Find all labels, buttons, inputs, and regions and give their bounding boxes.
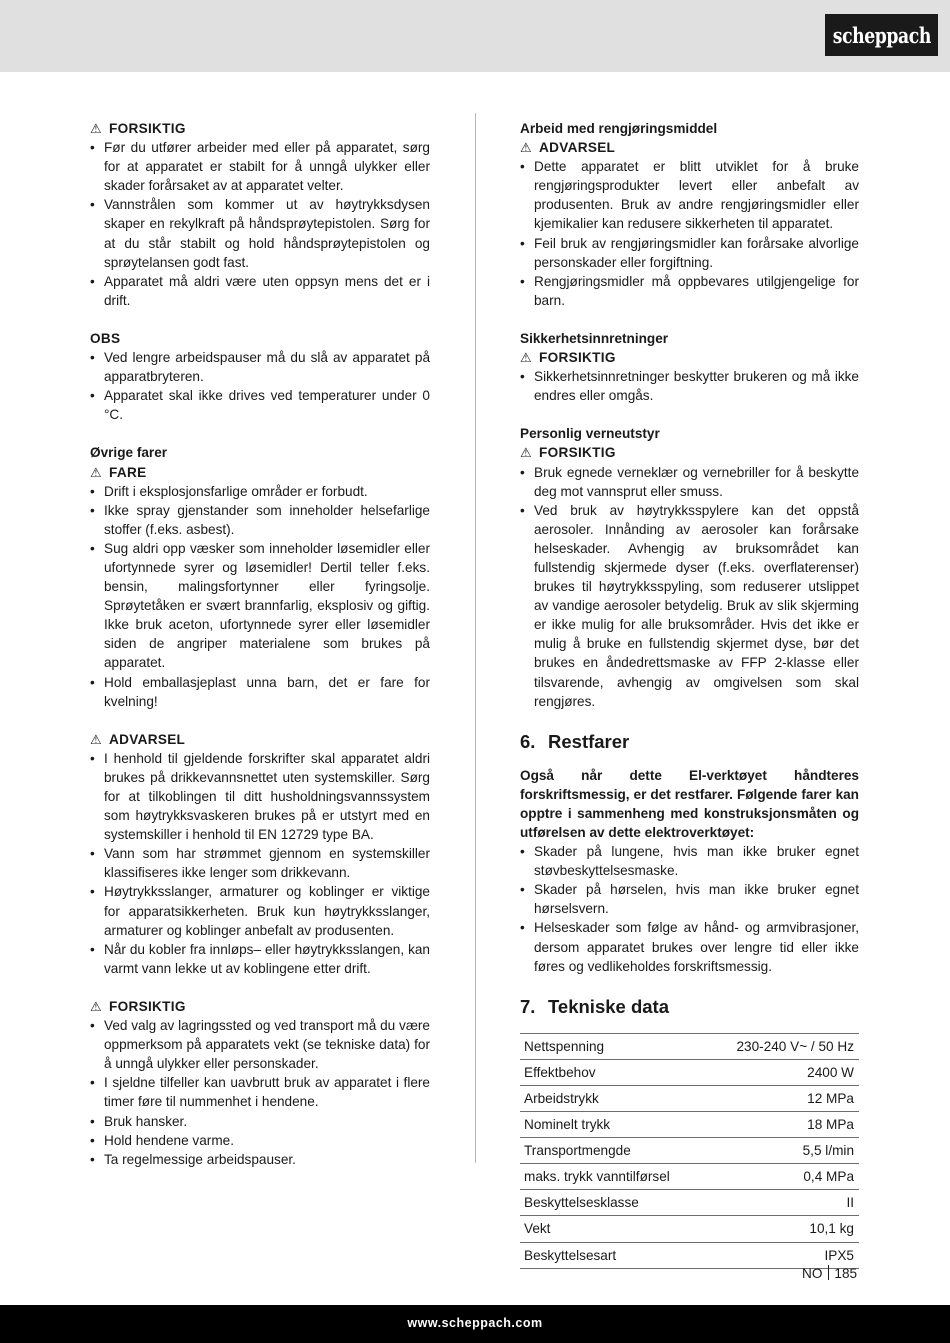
page-number-value: 185: [834, 1266, 858, 1281]
bullet-list: [90, 138, 430, 310]
page-number: [802, 1265, 857, 1281]
table-label: maks. trykk vanntilførsel: [520, 1164, 707, 1190]
scheppach-logo: scheppach: [825, 14, 938, 56]
table-row: [520, 1085, 859, 1111]
table-label: Effektbehov: [520, 1059, 707, 1085]
table-value: 5,5 l/min: [707, 1138, 859, 1164]
table-value: 10,1 kg: [707, 1216, 859, 1242]
list-item: • Rengjøringsmidler må oppbevares utilgjengelige for barn.: [520, 272, 859, 310]
list-item: • Hold hendene varme.: [90, 1131, 430, 1150]
warning-triangle-icon: ⚠: [520, 445, 532, 461]
table-row: [520, 1112, 859, 1138]
table-value: 2400 W: [707, 1059, 859, 1085]
table-value: 12 MPa: [707, 1085, 859, 1111]
section-title: Arbeid med rengjøringsmiddel: [520, 121, 718, 136]
warning-triangle-icon: ⚠: [520, 350, 532, 366]
table-label: Transportmengde: [520, 1138, 707, 1164]
table-label: Beskyttelsesart: [520, 1242, 707, 1268]
list-item: • Vann som har strømmet gjennom en systemskiller klassifiseres ikke lenger som drikkevann.: [90, 844, 430, 882]
list-item: • Ved lengre arbeidspauser må du slå av apparatet på apparatbryteren.: [90, 348, 430, 386]
list-item: • Apparatet må aldri være uten oppsyn mens det er i drift.: [90, 272, 430, 310]
column-divider: [475, 113, 476, 1163]
list-item: • Helseskader som følge av hånd- og armvibrasjoner, dersom apparatet brukes over lengre tid eller ikke føres og vedlikeholdes forskriftsmessig.: [520, 918, 859, 975]
bullet-list: [90, 749, 430, 978]
list-item: • Hold emballasjeplast unna barn, det er fare for kvelning!: [90, 673, 430, 711]
list-item: • Sug aldri opp væsker som inneholder løsemidler eller ufortynnede syrer og løsemidler! Dertil teller f.eks. bensin, malingsfortynner eller fyringsolje. Sprøytetåken er svært brannfarlig, eksplosiv og giftig. Ikke bruk aceton, ufortynnede syrer eller løsemidler siden de angriper materialene som brukes på apparatet.: [90, 539, 430, 673]
list-item: • Feil bruk av rengjøringsmidler kan forårsake alvorlige personskader eller forgiftning.: [520, 234, 859, 272]
obs-section: [90, 329, 430, 424]
section-title: Øvrige farer: [90, 445, 168, 461]
header-bar: [0, 0, 950, 72]
verneutstyr-section: [520, 424, 859, 710]
section-heading: FARE: [109, 464, 147, 480]
table-row: [520, 1164, 859, 1190]
bullet-list: [90, 482, 430, 711]
section-heading: FORSIKTIG: [539, 350, 616, 366]
ovrige-farer-section: [90, 443, 430, 710]
list-item: • Før du utfører arbeider med eller på apparatet, sørg for at apparatet er stabilt for å unngå ulykker eller skader forårsaket av at apparatet velter.: [90, 138, 430, 195]
list-item: • Vannstrålen som kommer ut av høytrykksdysen skaper en rekylkraft på håndsprøytepistolen. Sørg for at du står stabilt og hold håndsprøytepistolen og sprøytelansen godt fast.: [90, 195, 430, 271]
list-item: • Bruk hansker.: [90, 1112, 430, 1131]
left-column: [90, 119, 430, 1188]
table-row: [520, 1033, 859, 1059]
table-row: [520, 1190, 859, 1216]
table-value: II: [707, 1190, 859, 1216]
list-item: • Skader på lungene, hvis man ikke bruker egnet støvbeskyttelsesmaske.: [520, 842, 859, 880]
table-row: [520, 1059, 859, 1085]
warning-triangle-icon: ⚠: [90, 731, 102, 747]
list-item: • Skader på hørselen, hvis man ikke bruker egnet hørselsvern.: [520, 880, 859, 918]
section-title: Sikkerhetsinnretninger: [520, 330, 669, 346]
table-label: Arbeidstrykk: [520, 1085, 707, 1111]
bullet-list: [520, 842, 859, 976]
table-value: IPX5: [707, 1242, 859, 1268]
list-item: • Høytrykksslanger, armaturer og koblinger er viktige for apparatsikkerheten. Bruk kun høytrykksslanger, armaturer og koblinger anbefalt av produsenten.: [90, 882, 430, 939]
technical-data-table: [520, 1033, 859, 1269]
list-item: • Sikkerhetsinnretninger beskytter brukeren og må ikke endres eller omgås.: [520, 367, 859, 405]
footer-url[interactable]: www.scheppach.com: [407, 1316, 543, 1330]
list-item: • Drift i eksplosjonsfarlige områder er forbudt.: [90, 482, 430, 501]
section-heading: ADVARSEL: [109, 731, 186, 747]
list-item: • Ikke spray gjenstander som inneholder helsefarlige stoffer (f.eks. asbest).: [90, 501, 430, 539]
right-column: [520, 119, 859, 1269]
warning-triangle-icon: ⚠: [520, 140, 532, 156]
table-label: Nettspenning: [520, 1033, 707, 1059]
chapter-heading: 7. Tekniske data: [520, 995, 669, 1017]
tekniske-data-section: [520, 995, 859, 1269]
rengjoringsmiddel-section: [520, 119, 859, 310]
warning-triangle-icon: ⚠: [90, 121, 102, 136]
list-item: • Dette apparatet er blitt utviklet for å bruke rengjøringsprodukter levert eller anbefalt av produsenten. Bruk av andre rengjøringsmidler eller kjemikalier kan redusere sikkerheten til apparatet.: [520, 157, 859, 233]
list-item: • I henhold til gjeldende forskrifter skal apparatet aldri brukes på drikkevannsnettet uten systemskiller. Sørg for at tilkoblingen til ditt husholdningsvannssystem som høytrykksvaskeren brukes på er utstyrt med en systemskiller i henhold til EN 12729 type BA.: [90, 749, 430, 844]
table-label: Vekt: [520, 1216, 707, 1242]
table-value: 18 MPa: [707, 1112, 859, 1138]
advarsel-section: [90, 730, 430, 978]
list-item: • Bruk egnede verneklær og vernebriller for å beskytte deg mot vannsprut eller smuss.: [520, 463, 859, 501]
bullet-list: [90, 348, 430, 424]
section-heading: OBS: [90, 330, 121, 346]
bullet-list: [90, 1016, 430, 1169]
list-item: • I sjeldne tilfeller kan uavbrutt bruk av apparatet i flere timer føre til nummenhet i hendene.: [90, 1073, 430, 1111]
chapter-heading: 6. Restfarer: [520, 730, 630, 752]
section-heading: FORSIKTIG: [109, 998, 186, 1014]
list-item: • Apparatet skal ikke drives ved temperaturer under 0 °C.: [90, 386, 430, 424]
table-row: [520, 1216, 859, 1242]
list-item: • Ved valg av lagringssted og ved transport må du være oppmerksom på apparatets vekt (se tekniske data) for å unngå ulykker eller personskader.: [90, 1016, 430, 1073]
section-title: Personlig verneutstyr: [520, 426, 660, 442]
list-item: • Når du kobler fra innløps– eller høytrykksslangen, kan varmt vann lekke ut av koblingene etter drift.: [90, 940, 430, 978]
bullet-list: [520, 367, 859, 405]
section-heading: ADVARSEL: [539, 140, 616, 156]
sikkerhetsinnretninger-section: [520, 329, 859, 405]
table-value: 0,4 MPa: [707, 1164, 859, 1190]
restfarer-section: [520, 730, 859, 976]
intro-paragraph: Også når dette El-verktøyet håndteres forskriftsmessig, er det restfarer. Følgende farer kan opptre i sammenheng med konstruksjonsmåten og utførelsen av dette elektroverktøyet:: [520, 767, 859, 840]
table-label: Nominelt trykk: [520, 1112, 707, 1138]
list-item: • Ta regelmessige arbeidspauser.: [90, 1150, 430, 1169]
page-language: NO: [802, 1266, 823, 1281]
page-number-separator: [828, 1265, 829, 1280]
warning-triangle-icon: ⚠: [90, 464, 102, 480]
forsiktig-section-1: [90, 119, 430, 310]
forsiktig-section-2: [90, 997, 430, 1169]
table-label: Beskyttelsesklasse: [520, 1190, 707, 1216]
list-item: • Ved bruk av høytrykksspylere kan det oppstå aerosoler. Innånding av aerosoler kan forårsake helseskader. Avhengig av bruksområdet kan fullstendig skjermede dyser (f.eks. overflaterenser) brukes til høytrykksspyling, som reduserer utslippet av vandige aerosoler betydelig. Bruk av slik skjerming er ikke mulig for alle bruksområder. Hvis det ikke er mulig å bruke en fullstendig skjermet dyse, bør det brukes en åndedrettsmaske av FFP 2-klasse eller tilsvarende, avhengig av omgivelsen som skal rengjøres.: [520, 501, 859, 711]
table-row: [520, 1138, 859, 1164]
footer-bar: [0, 1305, 950, 1343]
bullet-list: [520, 463, 859, 711]
section-heading: FORSIKTIG: [109, 121, 186, 136]
warning-triangle-icon: ⚠: [90, 998, 102, 1014]
table-value: 230-240 V~ / 50 Hz: [707, 1033, 859, 1059]
bullet-list: [520, 157, 859, 310]
section-heading: FORSIKTIG: [539, 445, 616, 461]
